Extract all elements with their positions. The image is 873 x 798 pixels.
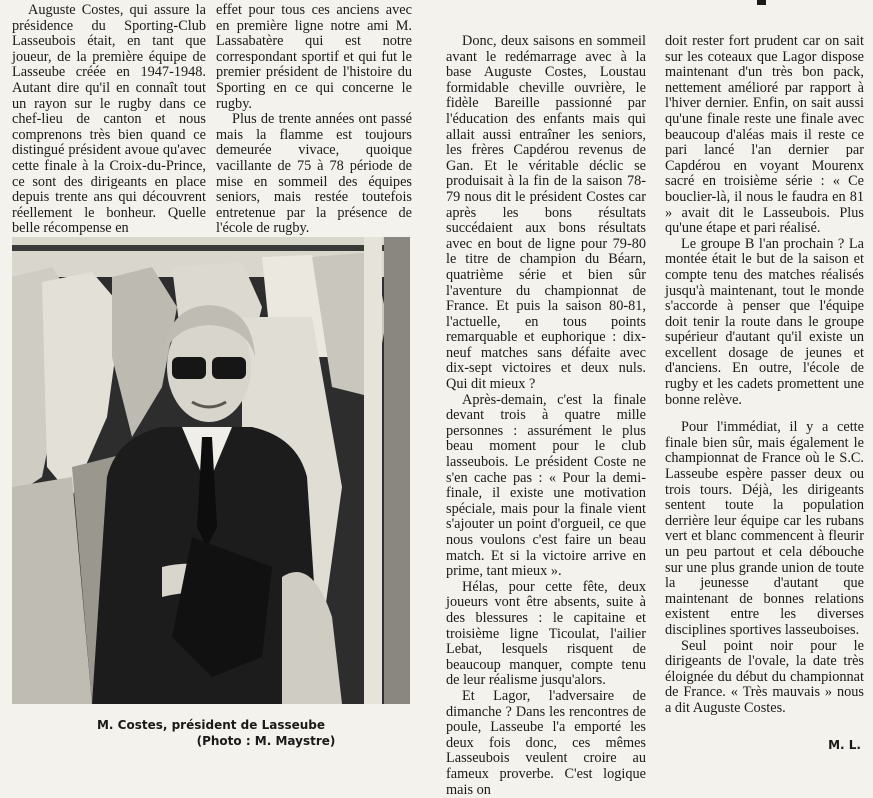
paragraph: effet pour tous ces anciens avec en première ligne notre ami M. Lassabatère qui est notre correspondant sportif et qui fut le premier président de l'histoire du Sporting en ce qui concerne le rugby. xyxy=(216,2,412,112)
paragraph: Le groupe B l'an prochain ? La montée était le but de la saison et compte tenu des matches réalisés jusqu'à maintenant, tout le monde s'accorde à penser que l'équipe doit tenir la route dans le groupe supérieur d'autant qu'il existe un excellent dosage de jeunes et d'anciens. En outre, l'école de rugby et les cadets promettent une bonne relève. xyxy=(665,235,864,408)
article-column-1 xyxy=(12,3,206,237)
photo-caption xyxy=(12,717,410,749)
portrait-image xyxy=(12,237,410,704)
paragraph: doit rester fort prudent car on sait sur les coteaux que Lagor dispose maintenant d'un très bon pack, nettement amélioré par rapport à l'hiver dernier. Enfin, on sait aussi qu'une finale reste une finale avec beaucoup d'aléas mais il reste ce pari lancé l'an dernier par Capdérou en voyant Mourenx sacré en troisième série : « Ce bouclier-là, il nous le faudra en 81 » avait dit le Lasseubois. Plus qu'une étape et pari réalisé. xyxy=(665,33,864,237)
paragraph: Plus de trente années ont passé mais la flamme est toujours demeurée vivace, quoique vacillante de 75 à 78 période de mise en sommeil des équipes seniors, mais restée toutefois entretenue par la présence de l'école de rugby. xyxy=(216,111,412,237)
caption-title: M. Costes, président de Lasseube xyxy=(96,718,326,732)
portrait-photo xyxy=(12,237,410,704)
article-column-4 xyxy=(665,34,864,717)
paragraph: Après-demain, c'est la finale devant trois à quatre mille personnes : assurément le plus beau moment pour le club lasseubois. Le président Coste ne s'en cache pas : « Pour la demi-finale, il existe une motivation spéciale, mais pour la finale vient s'ajouter un point d'orgueil, ce que nous voulons c'est faire un beau match. Et si la victoire arrive en prime, tant mieux ». xyxy=(446,391,646,580)
paragraph: Pour l'immédiat, il y a cette finale bien sûr, mais également le championnat de France où le S.C. Lasseube espère passer deux ou trois tours. Déjà, les dirigeants sentent toute la population derrière leur équipe car les rubans vert et blanc commencent à fleurir un peu partout et cela débouche sur une plus grande union de toute la jeunesse d'autant que maintenant de bonnes relations existent entre les diverses disciplines sportives lasseuboises. xyxy=(665,419,864,638)
article-column-2 xyxy=(216,3,412,237)
paragraph: Auguste Costes, qui assure la présidence du Sporting-Club Lasseubois était, en tant que joueur, de la première équipe de Lasseube créée en 1947-1948. Autant dire qu'il en connaît tout un rayon sur le rugby dans ce chef-lieu de canton et nous comprenons très bien quand ce distingué président avoue qu'avec cette finale à la Croix-du-Prince, ce sont des dirigeants en place depuis trente ans qui découvrent réellement le bonheur. Quelle belle récompense en xyxy=(12,2,206,237)
caption-credit: (Photo : M. Maystre) xyxy=(196,734,336,748)
paragraph: Hélas, pour cette fête, deux joueurs vont être absents, suite à des blessures : le capitaine et troisième ligne Ticoulat, l'ailier Lebat, lesquels risquent de beaucoup manquer, compte tenu de leur réalisme jusqu'alors. xyxy=(446,578,646,689)
paragraph: Et Lagor, l'adversaire de dimanche ? Dans les rencontres de poule, Lasseube l'a emporté les deux fois donc, ces mêmes Lasseubois veulent croire au fameux proverbe. C'est logique mais on xyxy=(446,687,646,798)
paragraph: Donc, deux saisons en sommeil avant le redémarrage avec à la base Auguste Costes, Loustau formidable cheville ouvrière, le fidèle Bareille passionné par l'éducation des enfants mais qui allait aussi entraîner les seniors, les frères Capdérou revenus de Gan. Et le véritable déclic se produisait à la fin de la saison 78-79 nous dit le président Costes car après les bons résultats succédaient aux bons résultats avec en bout de ligne pour 79-80 le titre de champion du Béarn, quatrième série et bien sûr l'aventure du championnat de France. Et puis la saison 80-81, l'actuelle, en tous points remarquable et euphorique : dix-neuf matches sans défaite avec dix-sept victoires et deux nuls. Qui dit mieux ? xyxy=(446,33,646,393)
page-edge-mark xyxy=(757,0,766,5)
article-column-3 xyxy=(446,34,646,798)
paragraph: Seul point noir pour le dirigeants de l'ovale, la date très éloignée du début du championnat de France. « Très mauvais » nous a dit Auguste Costes. xyxy=(665,637,864,716)
author-signature: M. L. xyxy=(828,738,861,752)
